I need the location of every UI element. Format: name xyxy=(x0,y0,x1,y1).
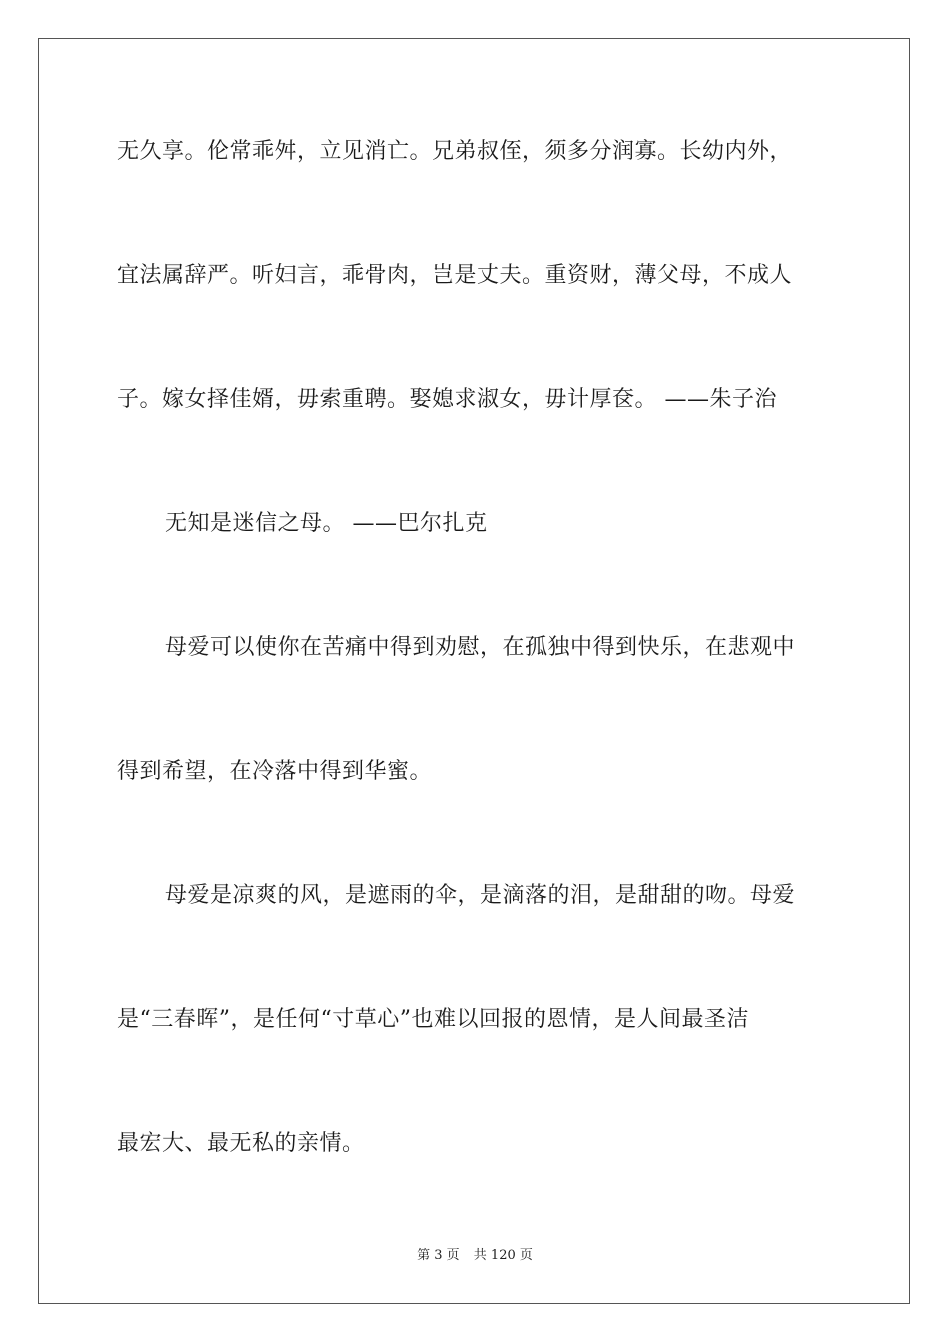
page-border xyxy=(38,38,910,1304)
page-total: 共 120 页 xyxy=(473,1248,533,1263)
paragraph-start-line: 母爱是凉爽的风，是遮雨的伞，是滴落的泪，是甜甜的吻。母爱 xyxy=(165,883,796,908)
page-number: 第 3 页 xyxy=(417,1248,460,1263)
text-line: 无久享。伦常乖舛，立见消亡。兄弟叔侄，须多分润寡。长幼内外， xyxy=(117,139,793,164)
text-line: 宜法属辞严。听妇言，乖骨肉，岂是丈夫。重资财，薄父母，不成人 xyxy=(117,263,793,288)
text-line: 是“三春晖”，是任何“寸草心”也难以回报的恩情，是人间最圣洁 xyxy=(117,1007,749,1032)
paragraph-start-line: 母爱可以使你在苦痛中得到劝慰，在孤独中得到快乐，在悲观中 xyxy=(165,635,796,660)
text-line: 子。嫁女择佳婿，毋索重聘。娶媳求淑女，毋计厚奁。 ——朱子治 xyxy=(117,387,777,412)
text-line: 最宏大、最无私的亲情。 xyxy=(117,1131,365,1156)
quote-line: 无知是迷信之母。 ——巴尔扎克 xyxy=(165,511,488,536)
page-footer xyxy=(0,1247,950,1265)
text-line: 得到希望，在冷落中得到华蜜。 xyxy=(117,759,433,784)
